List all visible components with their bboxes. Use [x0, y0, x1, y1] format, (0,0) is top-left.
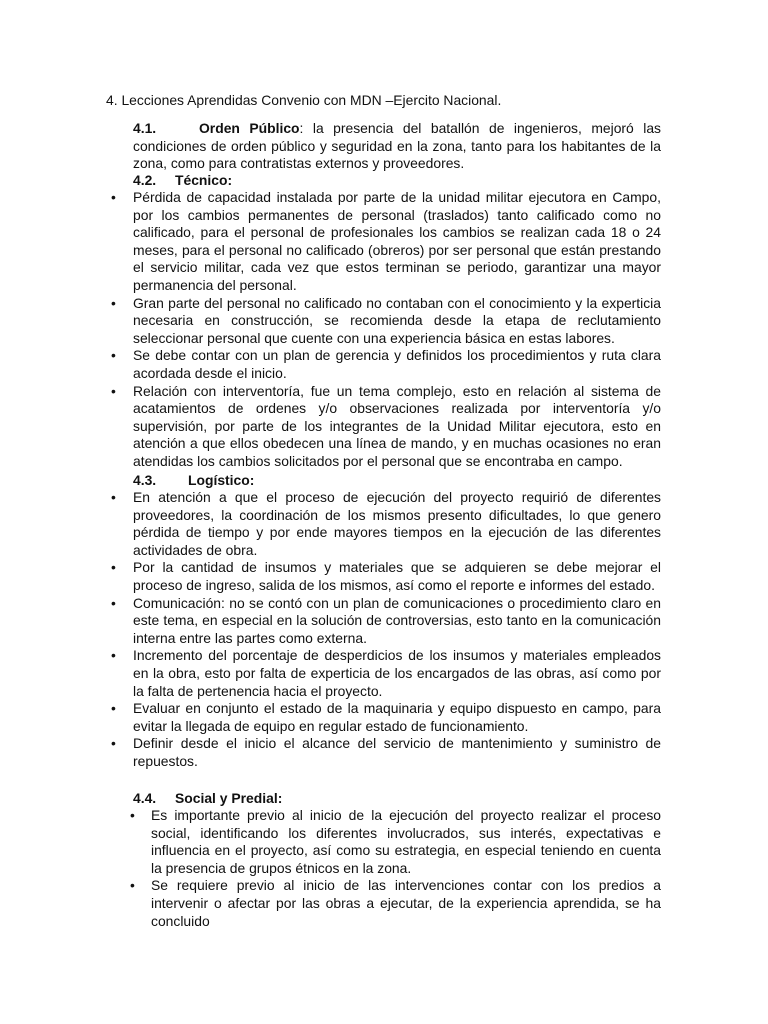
subsection-orden-publico — [133, 120, 661, 173]
subsection-title: Técnico: — [175, 172, 233, 188]
list-item: • Incremento del porcentaje de desperdicios de los insumos y materiales empleados en la obra, esto por falta de experticia de los encargados de las obras, así como por la falta de pertenencia hacia el proyecto. — [133, 647, 661, 700]
logistico-bullet-list — [133, 489, 661, 771]
subsection-title: Logístico: — [188, 472, 255, 488]
section-heading: 4. Lecciones Aprendidas Convenio con MDN –Ejercito Nacional. — [106, 92, 502, 108]
subsection-number: 4.1. — [133, 120, 157, 136]
list-item: • Evaluar en conjunto el estado de la maquinaria y equipo dispuesto en campo, para evitar la llegada de equipo en regular estado de funcionamiento. — [133, 700, 661, 735]
list-item: • Comunicación: no se contó con un plan de comunicaciones o procedimiento claro en este tema, en especial en la solución de controversias, esto tanto en la comunicación interna entre las partes como externa. — [133, 595, 661, 648]
list-item: • En atención a que el proceso de ejecución del proyecto requirió de diferentes proveedores, la coordinación de los mismos presento dificultades, lo que genero pérdida de tiempo y por ende mayores tiempos en la ejecución de las diferentes actividades de obra. — [133, 489, 661, 559]
list-item: • Pérdida de capacidad instalada por parte de la unidad militar ejecutora en Campo, por los cambios permanentes de personal (traslados) tanto calificado como no calificado, para el personal de profesionales los cambios se realizan cada 18 o 24 meses, para el personal no calificado (obreros) por ser personal que están prestando el servicio militar, cada vez que estos terminan se periodo, garantizar una mayor permanencia del personal. — [133, 189, 661, 295]
subsection-logistico — [133, 472, 661, 490]
tecnico-bullet-list — [133, 189, 661, 471]
social-bullet-list — [151, 807, 661, 930]
list-item: • Se requiere previo al inicio de las intervenciones contar con los predios a intervenir o afectar por las obras a ejecutar, de la experiencia aprendida, se ha concluido — [151, 877, 661, 930]
subsection-title: Social y Predial: — [175, 790, 283, 806]
list-item: • Relación con interventoría, fue un tema complejo, esto en relación al sistema de acatamientos de ordenes y/o observaciones realizada por interventoría y/o supervisión, por parte de los integrantes de la Unidad Militar ejecutora, esto en atención a que ellos obedecen una línea de mando, y en muchas ocasiones no eran atendidas los cambios solicitados por el personal que se encontraba en campo. — [133, 383, 661, 471]
list-item: • Se debe contar con un plan de gerencia y definidos los procedimientos y ruta clara acordada desde el inicio. — [133, 347, 661, 382]
list-item: • Por la cantidad de insumos y materiales que se adquieren se debe mejorar el proceso de ingreso, salida de los mismos, así como el reporte e informes del estado. — [133, 559, 661, 594]
subsection-number: 4.3. — [133, 472, 157, 488]
subsection-title: Orden Público — [199, 120, 300, 136]
subsection-social-predial — [133, 790, 661, 808]
subsection-number: 4.2. — [133, 172, 157, 188]
subsection-text: : la presencia del batallón de ingenieros, mejoró las condiciones de orden público y seguridad en la zona, tanto para los habitantes de la zona, como para contratistas externos y proveedores. — [133, 120, 661, 172]
list-item: • Definir desde el inicio el alcance del servicio de mantenimiento y suministro de repuestos. — [133, 735, 661, 770]
subsection-tecnico — [133, 172, 661, 190]
subsection-number: 4.4. — [133, 790, 157, 806]
list-item: • Gran parte del personal no calificado no contaban con el conocimiento y la experticia necesaria en construcción, se recomienda desde la etapa de reclutamiento seleccionar personal que cuente con una experiencia básica en estas labores. — [133, 295, 661, 348]
list-item: • Es importante previo al inicio de la ejecución del proyecto realizar el proceso social, identificando los diferentes involucrados, sus interés, expectativas e influencia en el proyecto, así como su estrategia, en especial teniendo en cuenta la presencia de grupos étnicos en la zona. — [151, 807, 661, 877]
